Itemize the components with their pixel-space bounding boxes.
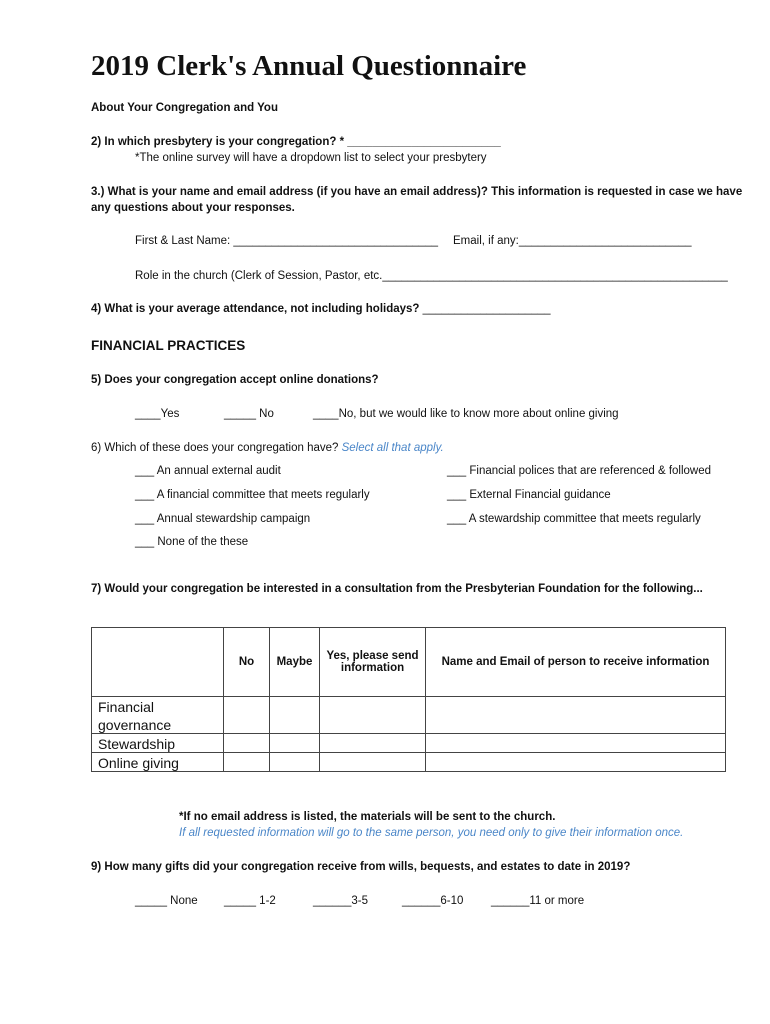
cell-name-email[interactable] bbox=[426, 697, 726, 734]
cell-yes[interactable] bbox=[320, 734, 426, 753]
q3-line1: 3.) What is your name and email address (if you have an email address)? This information is requested in case we have bbox=[91, 186, 743, 198]
section-financial-heading: FINANCIAL PRACTICES bbox=[91, 338, 246, 353]
table-row bbox=[92, 753, 726, 772]
note-same-person: If all requested information will go to the same person, you need only to give their information once. bbox=[179, 827, 684, 839]
q9-option-6-10[interactable]: ______6-10 bbox=[402, 895, 464, 907]
table-header-blank bbox=[92, 628, 224, 697]
q6-option-stewardship-committee[interactable]: ___ A stewardship committee that meets regularly bbox=[447, 513, 701, 525]
page-title: 2019 Clerk's Annual Questionnaire bbox=[91, 50, 527, 82]
cell-no[interactable] bbox=[224, 697, 270, 734]
q9-option-3-5[interactable]: ______3-5 bbox=[313, 895, 368, 907]
table-row bbox=[92, 697, 726, 716]
consultation-table bbox=[91, 627, 726, 772]
cell-maybe[interactable] bbox=[270, 753, 320, 772]
q3-line2: any questions about your responses. bbox=[91, 202, 295, 214]
note-email: *If no email address is listed, the materials will be sent to the church. bbox=[179, 811, 556, 823]
q6-option-financial-committee[interactable]: ___ A financial committee that meets regularly bbox=[135, 489, 370, 501]
row-label-stewardship: Stewardship bbox=[92, 734, 224, 753]
section-about-heading: About Your Congregation and You bbox=[91, 102, 278, 114]
table-row bbox=[92, 734, 726, 753]
cell-name-email[interactable] bbox=[426, 753, 726, 772]
q6-option-stewardship-campaign[interactable]: ___ Annual stewardship campaign bbox=[135, 513, 311, 525]
q5-option-learn-more[interactable]: ____No, but we would like to know more about online giving bbox=[313, 408, 619, 420]
table-header-yes: Yes, please send information bbox=[320, 628, 426, 697]
table-header-name-email: Name and Email of person to receive information bbox=[426, 628, 726, 697]
cell-maybe[interactable] bbox=[270, 697, 320, 734]
q6-option-external-audit[interactable]: ___ An annual external audit bbox=[135, 465, 281, 477]
cell-yes[interactable] bbox=[320, 697, 426, 734]
q6-option-financial-policies[interactable]: ___ Financial polices that are referenced & followed bbox=[447, 465, 712, 477]
row-label-online-giving: Online giving bbox=[92, 753, 224, 772]
role-field[interactable]: Role in the church (Clerk of Session, Pastor, etc.______________________________________________________ bbox=[135, 270, 728, 282]
cell-no[interactable] bbox=[224, 734, 270, 753]
q5-option-yes[interactable]: ____Yes bbox=[135, 408, 180, 420]
q9-option-11-or-more[interactable]: ______11 or more bbox=[491, 895, 585, 907]
table-header-no: No bbox=[224, 628, 270, 697]
q7-text: 7) Would your congregation be interested in a consultation from the Presbyterian Foundation for the following... bbox=[91, 583, 703, 595]
q9-option-1-2[interactable]: _____ 1-2 bbox=[224, 895, 276, 907]
q9-option-none[interactable]: _____ None bbox=[135, 895, 198, 907]
email-field[interactable]: Email, if any:___________________________ bbox=[453, 235, 692, 247]
name-field[interactable]: First & Last Name: ________________________________ bbox=[135, 235, 439, 247]
q2-note: *The online survey will have a dropdown list to select your presbytery bbox=[135, 152, 487, 164]
q5-option-no[interactable]: _____ No bbox=[224, 408, 274, 420]
cell-name-email[interactable] bbox=[426, 734, 726, 753]
q6-option-external-guidance[interactable]: ___ External Financial guidance bbox=[447, 489, 611, 501]
q9-text: 9) How many gifts did your congregation receive from wills, bequests, and estates to date in 2019? bbox=[91, 861, 631, 873]
q4-blank[interactable]: ____________________ bbox=[419, 303, 551, 315]
cell-no[interactable] bbox=[224, 753, 270, 772]
q6-option-none[interactable]: ___ None of the these bbox=[135, 536, 249, 548]
q5-text: 5) Does your congregation accept online donations? bbox=[91, 374, 379, 386]
q6-text: 6) Which of these does your congregation have? bbox=[91, 442, 339, 454]
row-label-financial: Financial bbox=[92, 697, 224, 716]
row-label-governance: governance bbox=[92, 715, 224, 734]
table-header-maybe: Maybe bbox=[270, 628, 320, 697]
cell-maybe[interactable] bbox=[270, 734, 320, 753]
cell-yes[interactable] bbox=[320, 753, 426, 772]
q4-text: 4) What is your average attendance, not including holidays? bbox=[91, 303, 420, 315]
q2-text: 2) In which presbytery is your congregation? * ________________________ bbox=[91, 136, 501, 148]
q6-hint: Select all that apply. bbox=[341, 442, 444, 454]
